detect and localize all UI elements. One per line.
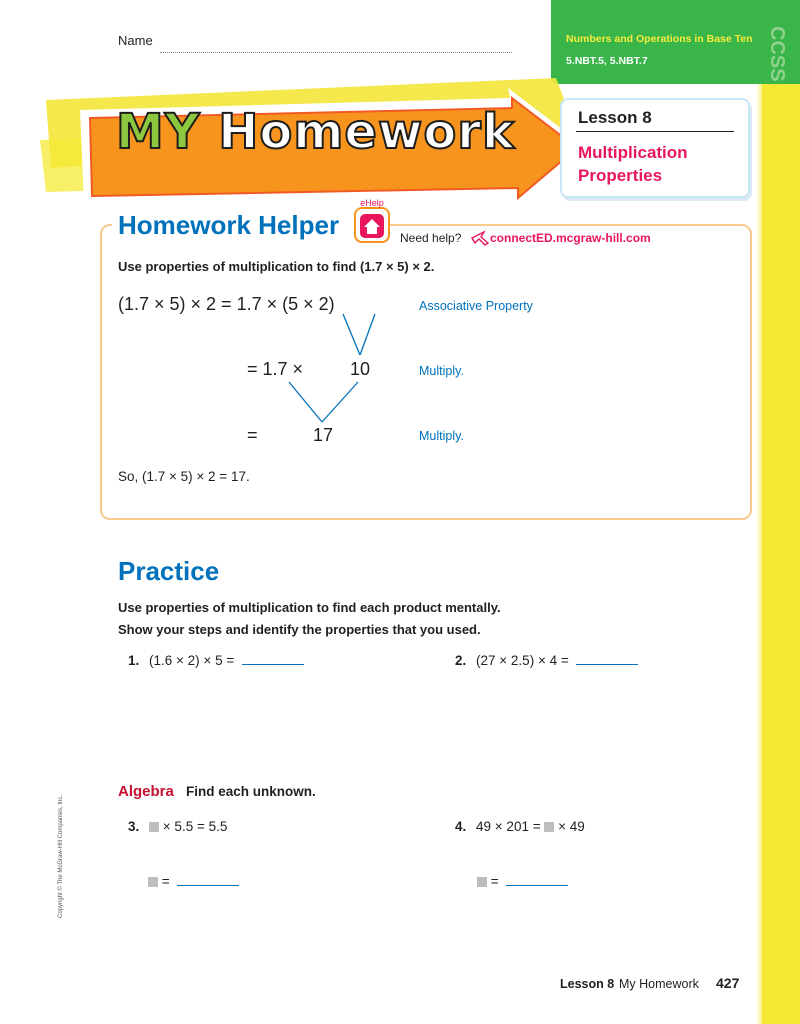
problem-4-expression-left: 49 × 201 = [476, 819, 541, 834]
banner-title [116, 104, 515, 160]
practice-title: Practice [118, 556, 220, 586]
practice-instruction-line1: Use properties of multiplication to find each product mentally. [118, 600, 501, 615]
copyright-notice: Copyright © The McGraw-Hill Companies, Inc. [58, 794, 64, 918]
unknown-square-icon [148, 877, 158, 887]
problem-4 [455, 819, 585, 834]
banner-title-homework: Homework [218, 104, 515, 160]
practice-instruction [118, 597, 501, 641]
problem-1-expression: (1.6 × 2) × 5 = [149, 653, 235, 668]
ccss-standards: 5.NBT.5, 5.NBT.7 [566, 55, 648, 67]
homework-helper-title: Homework Helper [118, 210, 340, 240]
cursor-icon [470, 230, 490, 246]
problem-4-answer [477, 873, 568, 889]
right-edge-highlight [762, 0, 800, 1024]
right-edge-fade [756, 0, 766, 1024]
helper-conclusion: So, (1.7 × 5) × 2 = 17. [118, 469, 250, 484]
lesson-number: Lesson 8 [578, 108, 652, 127]
problem-2-answer-blank[interactable] [576, 652, 638, 665]
lesson-title-line2: Properties [578, 166, 663, 185]
step-1-note: Associative Property [419, 299, 533, 313]
unknown-square-icon [477, 877, 487, 887]
problem-3-answer [148, 873, 239, 889]
problem-1-answer-blank[interactable] [242, 652, 304, 665]
connected-link[interactable]: connectED.mcgraw-hill.com [490, 231, 651, 245]
footer-label: My Homework [619, 977, 699, 991]
problem-4-expression-right: × 49 [558, 819, 585, 834]
banner-title-my: MY [116, 104, 201, 160]
ehelp-label: eHelp [360, 198, 384, 208]
need-help-label: Need help? [400, 231, 462, 245]
name-label: Name [118, 33, 153, 48]
problem-3-answer-blank[interactable] [177, 873, 239, 886]
worked-step-3: = [247, 425, 258, 445]
ccss-badge [750, 22, 788, 92]
algebra-label: Algebra [118, 783, 174, 800]
ccss-domain: Numbers and Operations in Base Ten [566, 33, 753, 45]
worked-step-1: (1.7 × 5) × 2 = 1.7 × (5 × 2) [118, 294, 335, 314]
ehelp-icon[interactable] [352, 200, 392, 244]
lesson-title-line1: Multiplication [578, 143, 688, 162]
unknown-square-icon [544, 822, 554, 832]
problem-1-number: 1. [128, 653, 140, 668]
problem-3-expression: × 5.5 = 5.5 [162, 819, 228, 834]
step-3-note: Multiply. [419, 429, 464, 443]
step-2-note: Multiply. [419, 364, 464, 378]
name-field-line[interactable] [160, 52, 512, 53]
problem-2 [455, 652, 638, 668]
problem-4-answer-blank[interactable] [506, 873, 568, 886]
lesson-divider [576, 131, 734, 132]
footer-lesson: Lesson 8 [560, 977, 615, 991]
practice-instruction-line2: Show your steps and identify the properties that you used. [118, 622, 481, 637]
algebra-instruction: Find each unknown. [186, 784, 316, 799]
lesson-title [578, 141, 688, 187]
problem-4-number: 4. [455, 819, 467, 834]
problem-1 [128, 652, 304, 668]
page-number: 427 [716, 975, 740, 991]
unknown-square-icon [149, 822, 159, 832]
problem-4-equals: = [490, 874, 499, 889]
problem-3 [128, 819, 227, 834]
problem-3-number: 3. [128, 819, 140, 834]
problem-3-equals: = [161, 874, 170, 889]
problem-2-number: 2. [455, 653, 467, 668]
worked-step-2-result: 10 [350, 359, 371, 379]
problem-2-expression: (27 × 2.5) × 4 = [476, 653, 569, 668]
helper-instruction: Use properties of multiplication to find (1.7 × 5) × 2. [118, 259, 435, 274]
worked-step-3-result: 17 [313, 425, 334, 445]
worked-step-2: = 1.7 × [247, 359, 304, 379]
ccss-badge-text: CCSS [766, 26, 788, 82]
